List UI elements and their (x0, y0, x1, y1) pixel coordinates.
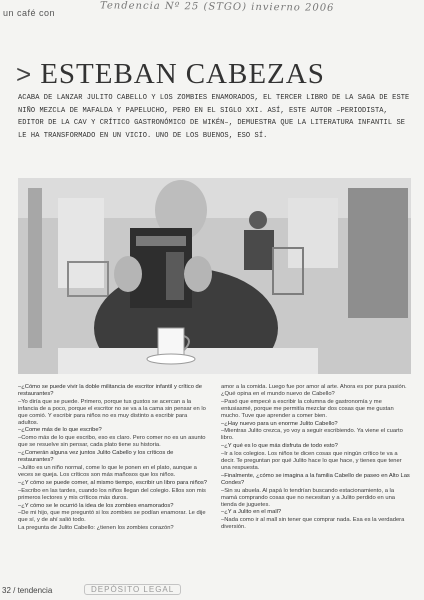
interview-answer: –Pasó que empecé a escribir la columna de gastronomía y me entusiasmé, porque me permitía mezclar dos cosas que me gustan mucho. Tuve que aprender a comer bien. (221, 398, 394, 419)
interview-question: –¿Y qué es lo que más disfruta de todo esto? (221, 443, 338, 450)
interview-question: –¿Y cómo se puede comer, al mismo tiempo, escribir un libro para niños? (18, 479, 208, 486)
page-folio: 32 / tendencia (2, 586, 53, 595)
interview-body (18, 384, 411, 580)
headline-first-name: ESTEBAN (40, 58, 178, 90)
interview-question: –¿Cómo se puede vivir la doble militancia de escritor infantil y crítico de restaurantes? (18, 384, 202, 397)
interview-answer: –Sin su abuela. Al papá lo tendrían buscando estacionamiento, a la mamá comprando cosas que no necesitan y a Julito perdido en una tienda de juguetes. (221, 487, 396, 508)
interview-answer: –Ir a los colegios. Los niños te dicen cosas que ningún crítico te va a decir. Te preguntan por qué Julito hace lo que hace, y tienes que tener una respuesta. (221, 451, 402, 471)
interview-answer: –Como más de lo que escribo, eso es claro. Pero comer no es un asunto que se resuelve sin pensar, cada plato tiene su historia. (18, 435, 206, 449)
interview-answer: –Yo diría que se puede. Primero, porque tus gustos se acercan a la infancia de a poco, porque el escritor no se va a la cama sin pensar en lo que comió. Y escribir para niños no es muy distinto a escribir para adultos. (18, 398, 206, 426)
interview-question: –¿Hay nuevo para un enorme Julito Cabello? (221, 420, 338, 427)
legal-deposit-stamp: DEPÓSITO LEGAL (84, 584, 181, 595)
background-person-body (244, 230, 274, 270)
interview-question: –¿Y a Julito en el mall? (221, 509, 282, 516)
interview-answer: –Nada como ir al mall sin tener que comprar nada. Esa es la verdadera diversión. (221, 517, 405, 531)
interview-answer: La pregunta de Julito Cabello: ¿tienen los zombies corazón? (18, 525, 174, 532)
subject-left-hand (114, 256, 142, 292)
interview-answer: –Mientras Julito crezca, yo voy a seguir escribiendo. Ya viene el cuarto libro. (221, 428, 403, 442)
chevron-right-icon: > (16, 59, 33, 89)
window-left (58, 198, 104, 288)
interview-question: –Finalmente, ¿cómo se imagina a la familia Cabello de paseo en Alto Las Condes? (221, 472, 410, 486)
subject-right-hand (184, 256, 212, 292)
interview-question: –¿Come más de lo que escribe? (18, 427, 102, 434)
cafe-photo-illustration (18, 178, 411, 374)
headline-last-name: CABEZAS (185, 58, 325, 90)
interview-answer: –Escribo en las tardes, cuando los niños llegan del colegio. Ellos son mis primeros lectores y mis críticos más duros. (18, 487, 206, 501)
saucer (147, 354, 195, 364)
interview-answer: –De mi hijo, que me preguntó si los zombies se podían enamorar. Le dije que sí, y de ahí salió todo. (18, 510, 206, 524)
background-person-head (249, 211, 267, 229)
column-left (28, 188, 42, 348)
section-kicker: un café con (3, 8, 56, 18)
interview-question: –¿Y cómo se le ocurrió la idea de los zombies enamorados? (18, 502, 174, 509)
intro-paragraph: ACABA DE LANZAR JULITO CABELLO Y LOS ZOMBIES ENAMORADOS, EL TERCER LIBRO DE LA SAGA DE ESTE NIÑO MEZCLA DE MAFALDA Y PAPELUCHO, PERO EN EL SIGLO XXI. ASÍ, ESTE AUTOR –PERIODISTA, EDITOR DE LA CAV Y CRÍTICO GASTRONÓMICO DE WIKÉN–, DEMUESTRA QUE LA LITERATURA INFANTIL SE LE HA TRANSFORMADO EN UN VICIO. UNO DE LOS BUENOS, ESO SÍ. (18, 94, 410, 140)
interview-answer: –Julito es un niño normal, come lo que le ponen en el plato, aunque a veces se queja. Los críticos son más mañosos que los niños. (18, 464, 197, 478)
portrait-photo (18, 178, 411, 374)
headline (16, 58, 416, 91)
book-title-strip (136, 236, 186, 246)
interview-column-left (18, 384, 208, 580)
handwritten-annotation: Tendencia Nº 25 (STGO) invierno 2006 (99, 0, 335, 14)
interview-column-right (221, 384, 411, 580)
book-art (166, 252, 184, 300)
interview-answer: amor a la comida. Luego fue por amor al arte. Ahora es por pura pasión. ¿Qué opina en el mundo nuevo de Cabello? (221, 384, 407, 397)
interview-question: –¿Comerán alguna vez juntos Julito Cabello y los críticos de restaurantes? (18, 450, 174, 464)
window-right (288, 198, 338, 268)
background-figure-area (348, 188, 408, 318)
